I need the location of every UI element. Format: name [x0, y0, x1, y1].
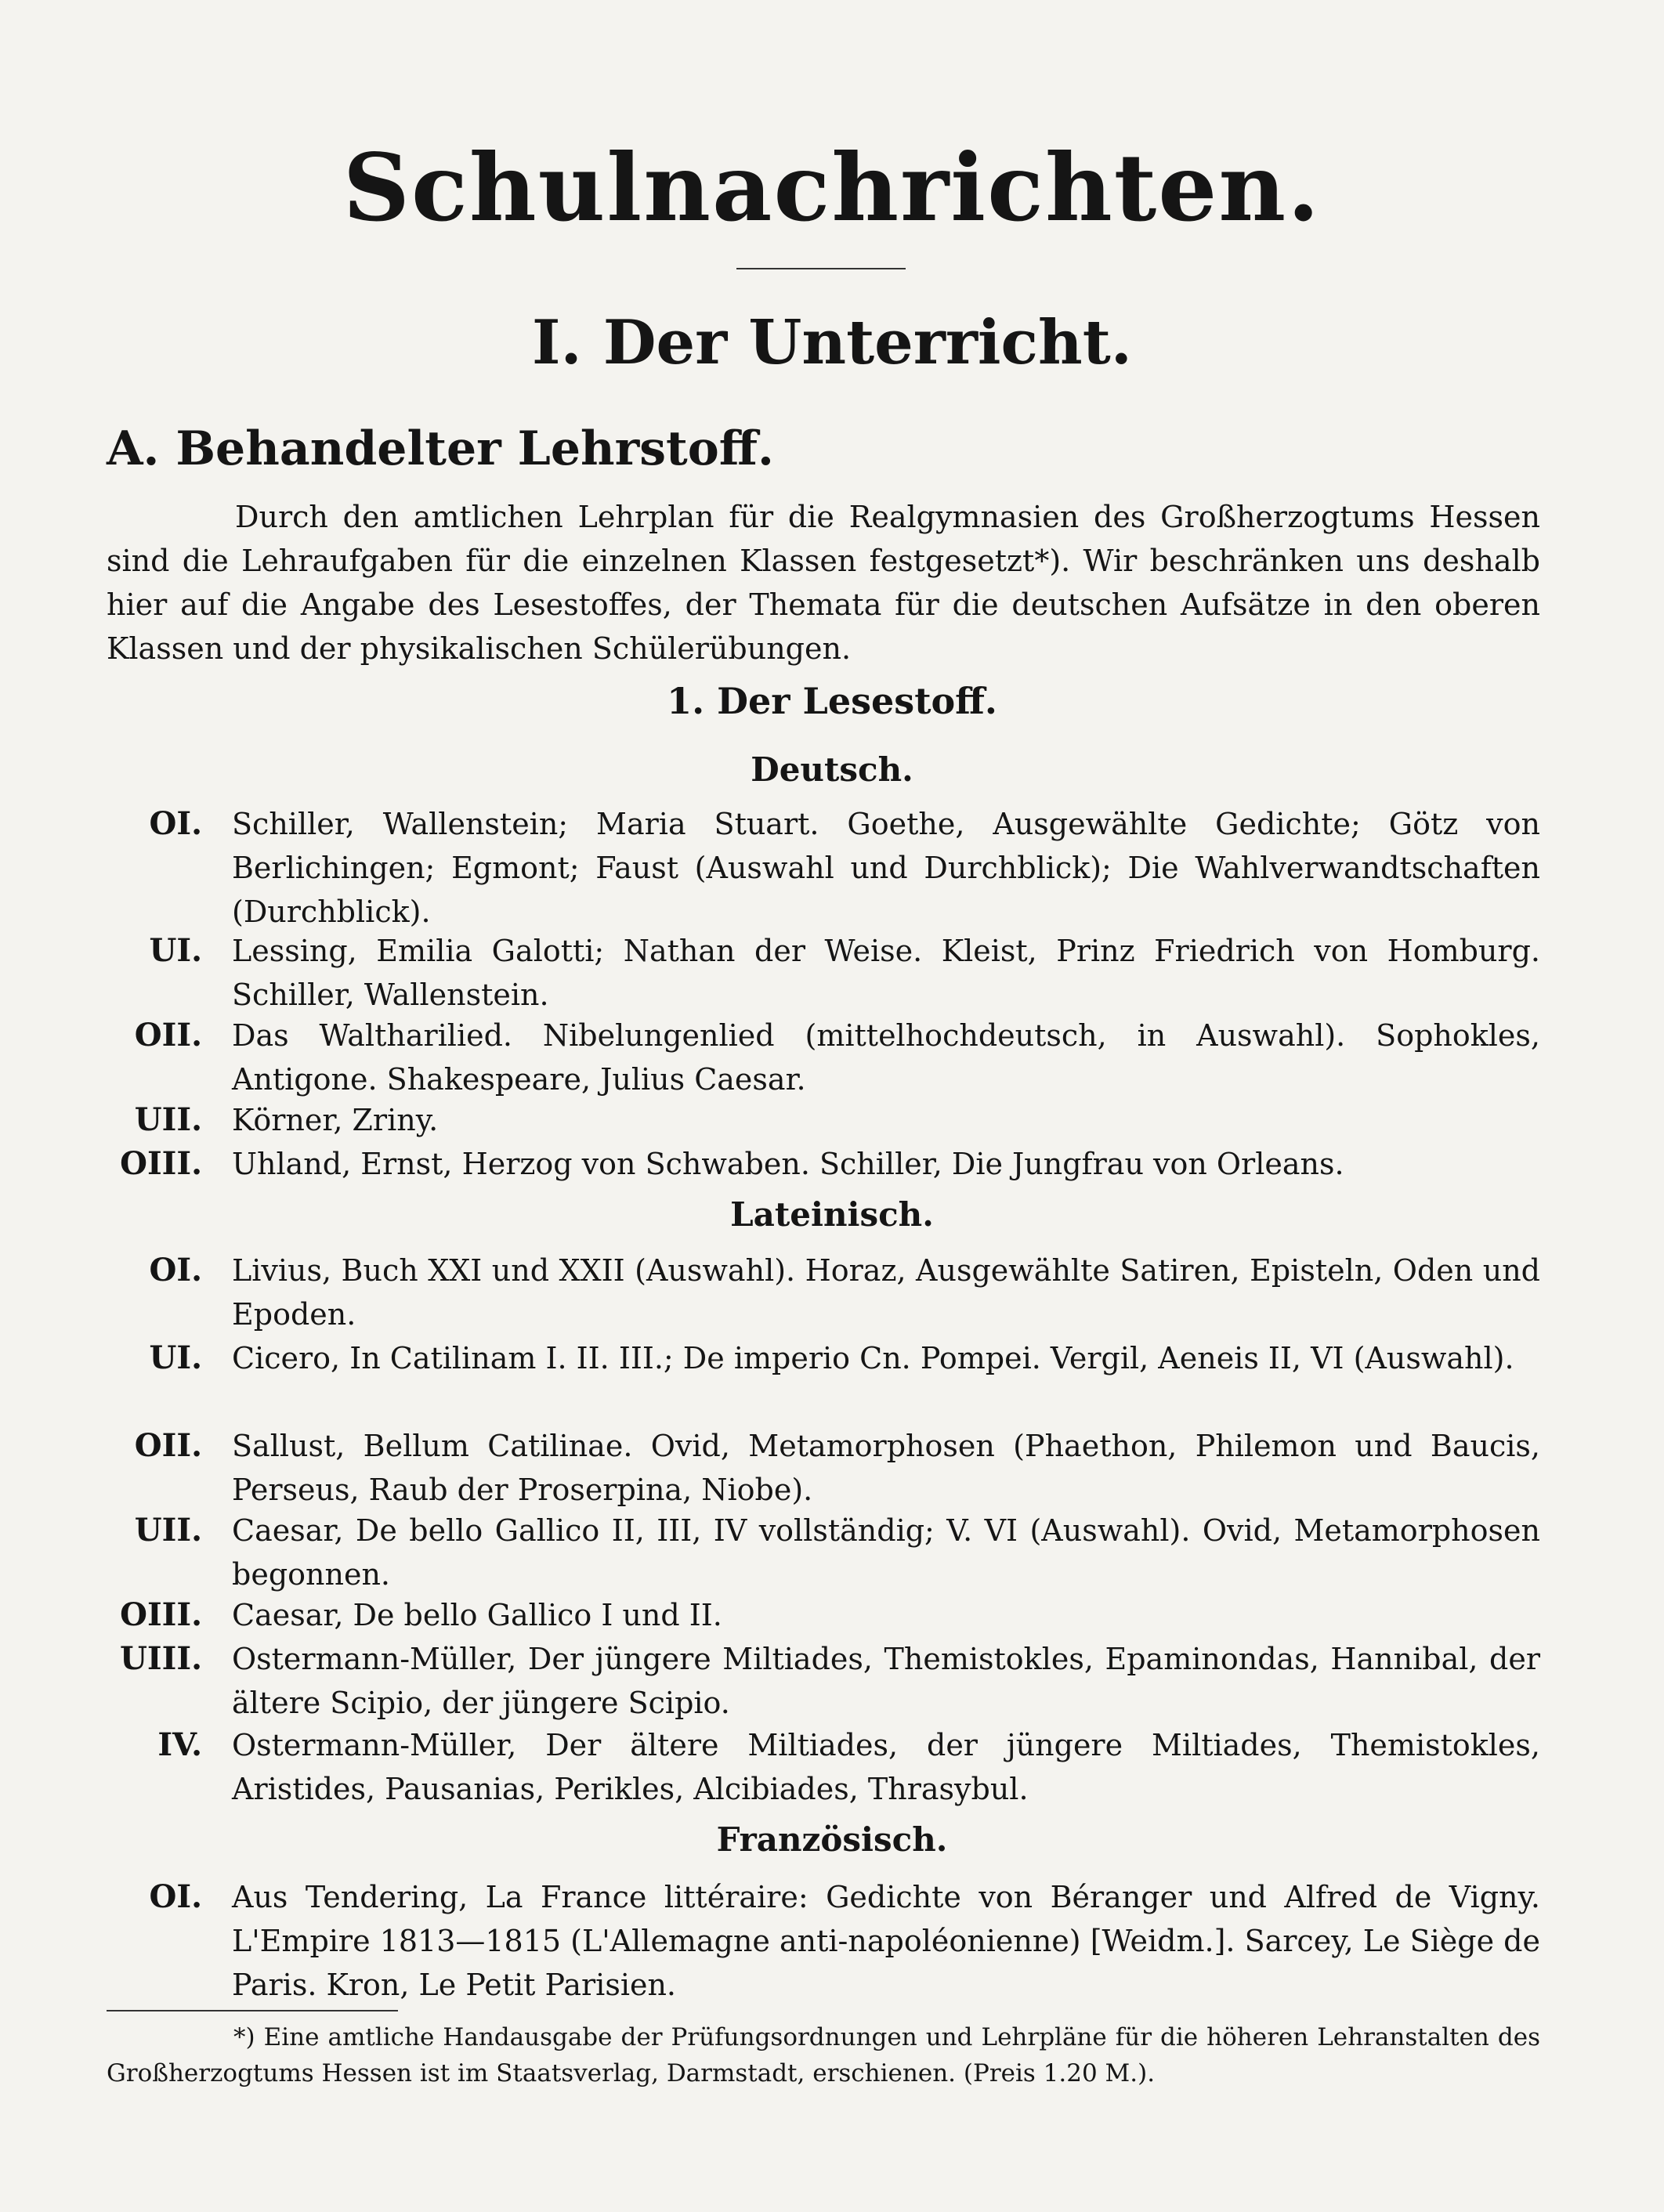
reading-text: Caesar, De bello Gallico II, III, IV vollständig; V. VI (Auswahl). Ovid, Metamorphosen begonnen.: [232, 1513, 1540, 1592]
class-label: UI.: [149, 932, 202, 969]
class-label: UII.: [134, 1101, 202, 1138]
heading-deutsch: Deutsch.: [751, 750, 913, 789]
class-label: IV.: [157, 1726, 202, 1763]
class-label: OII.: [134, 1017, 202, 1054]
reading-text: Ostermann-Müller, Der jüngere Miltiades, Themistokles, Epaminondas, Hannibal, der ältere Scipio, der jüngere Scipio.: [232, 1642, 1540, 1720]
footnote-divider: [107, 2010, 398, 2011]
reading-text: Cicero, In Catilinam I. II. III.; De imperio Cn. Pompei. Vergil, Aeneis II, VI (Auswahl).: [232, 1341, 1514, 1375]
reading-text: Schiller, Wallenstein; Maria Stuart. Goethe, Ausgewählte Gedichte; Götz von Berlichingen; Egmont; Faust (Auswahl und Durchblick); Die Wahlverwandtschaften (Durchblick).: [232, 807, 1540, 929]
intro-paragraph: Durch den amtlichen Lehrplan für die Realgymnasien des Großherzogtums Hessen sind die Lehraufgaben für die einzelnen Klassen festgesetzt*). Wir beschränken uns deshalb hier auf die Angabe des Lesestoffes, der Themata für die deutschen Aufsätze in den oberen Klassen und der physikalischen Schülerübungen.: [107, 500, 1540, 666]
footnote: *) Eine amtliche Handausgabe der Prüfungsordnungen und Lehrpläne für die höheren Lehranstalten des Großherzogtums Hessen ist im Staatsverlag, Darmstadt, erschienen. (Preis 1.20 M.).: [107, 2023, 1540, 2087]
section-title: I. Der Unterricht.: [532, 307, 1132, 378]
reading-text: Livius, Buch XXI und XXII (Auswahl). Horaz, Ausgewählte Satiren, Episteln, Oden und Epoden.: [232, 1253, 1540, 1332]
main-title: Schulnachrichten.: [342, 133, 1322, 242]
heading-franzoesisch: Französisch.: [716, 1820, 948, 1859]
class-label: OI.: [149, 1252, 202, 1289]
reading-text: Körner, Zriny.: [232, 1103, 439, 1137]
class-label: UI.: [149, 1339, 202, 1376]
reading-text: Caesar, De bello Gallico I und II.: [232, 1598, 722, 1632]
reading-text: Ostermann-Müller, Der ältere Miltiades, der jüngere Miltiades, Themistokles, Aristides, Pausanias, Perikles, Alcibiades, Thrasybul.: [232, 1728, 1540, 1806]
class-label: OII.: [134, 1427, 202, 1464]
class-label: UII.: [134, 1512, 202, 1549]
class-label: OI.: [149, 805, 202, 842]
sub-title: A. Behandelter Lehrstoff.: [107, 421, 774, 476]
heading-lateinisch: Lateinisch.: [730, 1195, 934, 1234]
reading-text: Lessing, Emilia Galotti; Nathan der Weise. Kleist, Prinz Friedrich von Homburg. Schiller, Wallenstein.: [232, 934, 1540, 1012]
reading-text: Sallust, Bellum Catilinae. Ovid, Metamorphosen (Phaethon, Philemon und Baucis, Perseus, Raub der Proserpina, Niobe).: [232, 1429, 1540, 1507]
class-label: OI.: [149, 1878, 202, 1915]
title-divider: [736, 268, 906, 269]
reading-text: Uhland, Ernst, Herzog von Schwaben. Schiller, Die Jungfrau von Orleans.: [232, 1147, 1344, 1181]
reading-text: Aus Tendering, La France littéraire: Gedichte von Béranger und Alfred de Vigny. L'Empire 1813—1815 (L'Allemagne anti-napoléonienne) [Weidm.]. Sarcey, Le Siège de Paris. Kron, Le Petit Parisien.: [232, 1880, 1540, 2002]
subsection-title: 1. Der Lesestoff.: [667, 680, 997, 722]
class-label: OIII.: [120, 1596, 202, 1633]
reading-text: Das Waltharilied. Nibelungenlied (mittelhochdeutsch, in Auswahl). Sophokles, Antigone. Shakespeare, Julius Caesar.: [232, 1018, 1540, 1097]
class-label: UIII.: [120, 1640, 202, 1677]
class-label: OIII.: [120, 1145, 202, 1182]
